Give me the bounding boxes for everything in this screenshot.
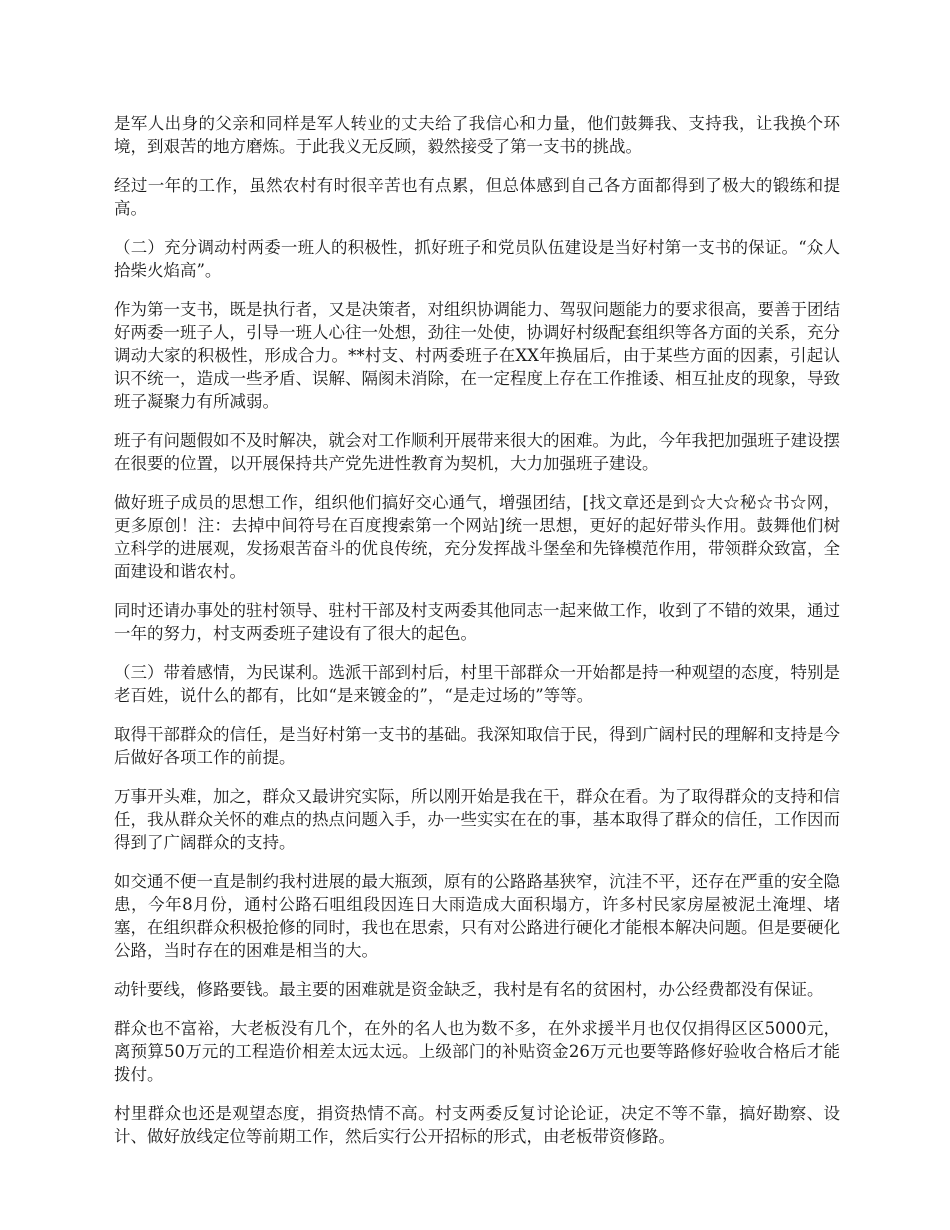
paragraph-8: （三）带着感情，为民谋利。选派干部到村后，村里干部群众一开始都是持一种观望的态度，特别是老百姓，说什么的都有，比如“是来镀金的”，“是走过场的”等等。 bbox=[114, 663, 840, 705]
paragraph-7: 同时还请办事处的驻村领导、驻村干部及村支两委其他同志一起来做工作，收到了不错的效果，通过一年的努力，村支两委班子建设有了很大的起色。 bbox=[114, 601, 840, 643]
paragraph-2: 经过一年的工作，虽然农村有时很辛苦也有点累，但总体感到自己各方面都得到了极大的锻练和提高。 bbox=[114, 176, 840, 218]
paragraph-10: 万事开头难，加之，群众又最讲究实际，所以刚开始是我在干，群众在看。为了取得群众的支持和信任，我从群众关怀的难点的热点问题入手，办一些实实在在的事，基本取得了群众的信任，工作因而得到了广阔群众的支持。 bbox=[114, 787, 840, 852]
paragraph-6: 做好班子成员的思想工作，组织他们搞好交心通气，增强团结，[找文章还是到☆大☆秘☆书☆网，更多原创！注：去掉中间符号在百度搜索第一个网站]统一思想，更好的起好带头作用。鼓舞他们树立科学的进展观，发扬艰苦奋斗的优良传统，充分发挥战斗堡垒和先锋模范作用，带领群众致富，全面建设和谐农村。 bbox=[114, 493, 840, 581]
paragraph-9: 取得干部群众的信任，是当好村第一支书的基础。我深知取信于民，得到广阔村民的理解和支持是今后做好各项工作的前提。 bbox=[114, 725, 840, 767]
paragraph-4: 作为第一支书，既是执行者，又是决策者，对组织协调能力、驾驭问题能力的要求很高，要善于团结好两委一班子人，引导一班人心往一处想，劲往一处使，协调好村级配套组织等各方面的关系，充分调动大家的积极性，形成合力。**村支、村两委班子在XX年换届后，由于某些方面的因素，引起认识不统一，造成一些矛盾、误解、隔阂未消除，在一定程度上存在工作推诿、相互扯皮的现象，导致班子凝聚力有所减弱。 bbox=[114, 300, 840, 411]
paragraph-3: （二）充分调动村两委一班人的积极性，抓好班子和党员队伍建设是当好村第一支书的保证。“众人拾柴火焰高”。 bbox=[114, 238, 840, 280]
document-body bbox=[114, 112, 840, 1164]
paragraph-14: 村里群众也还是观望态度，捐资热情不高。村支两委反复讨论论证，决定不等不靠，搞好勘察、设计、做好放线定位等前期工作，然后实行公开招标的形式，由老板带资修路。 bbox=[114, 1104, 840, 1146]
paragraph-12: 动针要线，修路要钱。最主要的困难就是资金缺乏，我村是有名的贫困村，办公经费都没有保证。 bbox=[114, 980, 824, 999]
paragraph-11: 如交通不便一直是制约我村进展的最大瓶颈，原有的公路路基狭窄，沆洼不平，还存在严重的安全隐患，今年8月份，通村公路石咀组段因连日大雨造成大面积塌方，许多村民家房屋被泥土淹埋、堵塞，在组织群众积极抢修的同时，我也在思索，只有对公路进行硬化才能根本解决问题。但是要硬化公路，当时存在的困难是相当的大。 bbox=[114, 872, 840, 960]
paragraph-1: 是军人出身的父亲和同样是军人转业的丈夫给了我信心和力量，他们鼓舞我、支持我，让我换个环境，到艰苦的地方磨炼。于此我义无反顾，毅然接受了第一支书的挑战。 bbox=[114, 114, 840, 156]
paragraph-5: 班子有问题假如不及时解决，就会对工作顺利开展带来很大的困难。为此，今年我把加强班子建设摆在很要的位置，以开展保持共产党先进性教育为契机，大力加强班子建设。 bbox=[114, 431, 840, 473]
paragraph-13: 群众也不富裕，大老板没有几个，在外的名人也为数不多，在外求援半月也仅仅捐得区区5000元，离预算50万元的工程造价相差太远太远。上级部门的补贴资金26万元也要等路修好验收合格后才能拨付。 bbox=[114, 1019, 840, 1084]
